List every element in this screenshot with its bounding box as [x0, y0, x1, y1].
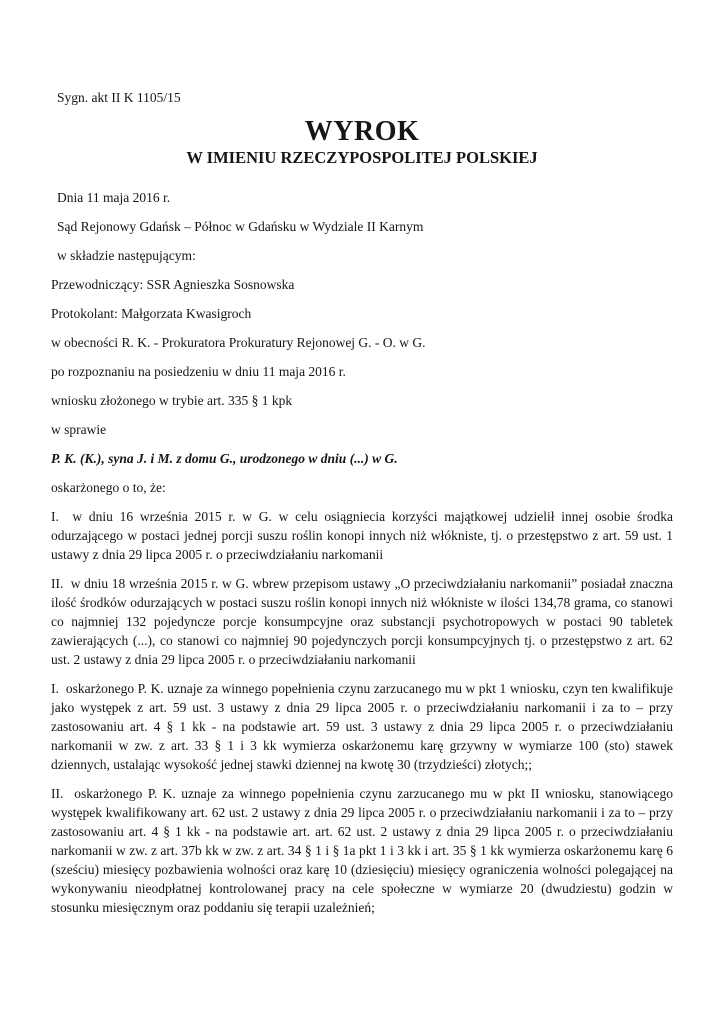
composition-line: w składzie następującym: [57, 248, 196, 263]
clerk-line: Protokolant: Małgorzata Kwasigroch [51, 306, 252, 321]
accusation-intro-line: oskarżonego o to, że: [51, 480, 166, 495]
court-line: Sąd Rejonowy Gdańsk – Północ w Gdańsku w Wydziale II Karnym [57, 219, 424, 234]
case-number: Sygn. akt II K 1105/15 [57, 90, 181, 105]
prosecutor-line: w obecności R. K. - Prokuratora Prokuratury Rejonowej G. - O. w G. [51, 335, 426, 350]
in-case-line: w sprawie [51, 422, 107, 437]
document-subtitle: W IMIENIU RZECZYPOSPOLITEJ POLSKIEJ [186, 148, 538, 167]
charge-1: I. w dniu 16 września 2015 r. w G. w celu osiągniecia korzyści majątkowej udzielił innej osobie środka odurzającego w postaci jednej porcji suszu roślin konopi innych niż włókniste, tj. o przestępstwo z art. 59 ust. 1 ustawy z dnia 29 lipca 2005 r. o przeciwdziałaniu narkomanii [51, 509, 673, 562]
defendant-line: P. K. (K.), syna J. i M. z domu G., urodzonego w dniu (...) w G. [51, 451, 398, 466]
presiding-judge-line: Przewodniczący: SSR Agnieszka Sosnowska [51, 277, 295, 292]
motion-line: wniosku złożonego w trybie art. 335 § 1 kpk [51, 393, 293, 408]
date-line: Dnia 11 maja 2016 r. [57, 190, 171, 205]
ruling-2: II. oskarżonego P. K. uznaje za winnego popełnienia czynu zarzucanego mu w pkt II wniosku, stanowiącego występek kwalifikowany art. 62 ust. 2 ustawy z dnia 29 lipca 2005 r. o przeciwdziałaniu narkomanii i za to – przy zastosowaniu art. 4 § 1 kk - na podstawie art. art. 62 ust. 2 ustawy z dnia 29 lipca 2005 r. o przeciwdziałaniu narkomanii w zw. z art. 37b kk w zw. z art. 34 § 1 i § 1a pkt 1 i 3 kk i art. 35 § 1 kk wymierza oskarżonemu karę 6 (sześciu) miesięcy pozbawienia wolności oraz karę 10 (dziesięciu) miesięcy ograniczenia wolności polegającej na wykonywaniu nieodpłatnej kontrolowanej pracy na cele społeczne w wymiarze 20 (dwudziestu) godzin w stosunku miesięcznym oraz poddaniu się terapii uzależnień; [51, 786, 673, 915]
document-title: WYROK [304, 116, 420, 147]
ruling-1: I. oskarżonego P. K. uznaje za winnego popełnienia czynu zarzucanego mu w pkt 1 wniosku, czyn ten kwalifikuje jako występek z art. 59 ust. 3 ustawy z dnia 29 lipca 2005 r. o przeciwdziałaniu narkomanii i za to – przy zastosowaniu art. 4 § 1 kk - na podstawie art. 59 ust. 3 ustawy z dnia 29 lipca 2005 r. o przeciwdziałaniu narkomanii w zw. z art. 33 § 1 i 3 kk wymierza oskarżonemu karę grzywny w wymiarze 100 (sto) stawek dziennych, ustalając wysokość jednej stawki dziennej na kwotę 30 (trzydzieści) złotych;; [51, 681, 673, 772]
hearing-line: po rozpoznaniu na posiedzeniu w dniu 11 maja 2016 r. [51, 364, 346, 379]
charge-2: II. w dniu 18 września 2015 r. w G. wbrew przepisom ustawy „O przeciwdziałaniu narkomanii” posiadał znaczna ilość środków odurzających w postaci suszu roślin konopi innych niż włókniste w ilości 134,78 grama, co stanowi co najmniej 132 pojedyncze porcje konsumpcyjne oraz substancji psychotropowych w postaci 90 tabletek zawierających (...), co stanowi co najmniej 90 pojedynczych porcji konsumpcyjnych tj. o przestępstwo z art. 62 ust. 2 ustawy z dnia 29 lipca 2005 r. o przeciwdziałaniu narkomanii [51, 576, 673, 667]
